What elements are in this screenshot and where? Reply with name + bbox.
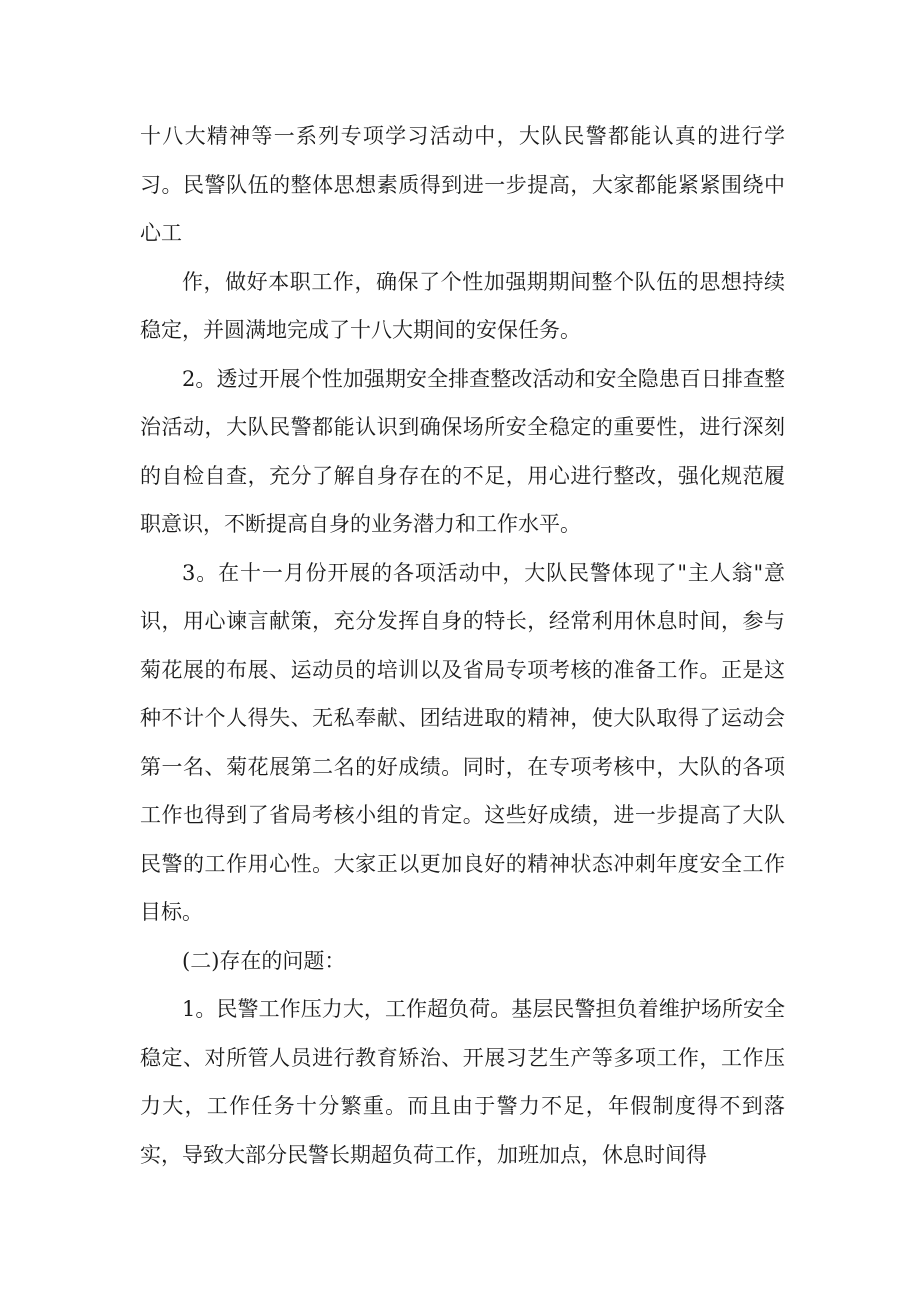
paragraph-3: 2。透过开展个性加强期安全排查整改活动和安全隐患百日排查整治活动，大队民警都能认识到确保场所安全稳定的重要性，进行深刻的自检自查，充分了解自身存在的不足，用心进行整改，强化规范履职意识，不断提高自身的业务潜力和工作水平。: [140, 366, 785, 536]
document-page: [140, 112, 785, 1179]
section-heading-problems: (二)存在的问题：: [182, 948, 346, 973]
paragraph-1: 十八大精神等一系列专项学习活动中，大队民警都能认真的进行学习。民警队伍的整体思想素质得到进一步提高，大家都能紧紧围绕中心工: [140, 124, 785, 245]
paragraph-5: 1。民警工作压力大，工作超负荷。基层民警担负着维护场所安全稳定、对所管人员进行教育矫治、开展习艺生产等多项工作，工作压力大，工作任务十分繁重。而且由于警力不足，年假制度得不到落实，导致大部分民警长期超负荷工作，加班加点，休息时间得: [140, 997, 785, 1167]
paragraph-4: 3。在十一月份开展的各项活动中，大队民警体现了"主人翁"意识，用心谏言献策，充分发挥自身的特长，经常利用休息时间，参与菊花展的布展、运动员的培训以及省局专项考核的准备工作。正是这种不计个人得失、无私奉献、团结进取的精神，使大队取得了运动会第一名、菊花展第二名的好成绩。同时，在专项考核中，大队的各项工作也得到了省局考核小组的肯定。这些好成绩，进一步提高了大队民警的工作用心性。大家正以更加良好的精神状态冲刺年度安全工作目标。: [140, 560, 785, 924]
paragraph-2: 作，做好本职工作，确保了个性加强期期间整个队伍的思想持续稳定，并圆满地完成了十八大期间的安保任务。: [140, 269, 785, 342]
